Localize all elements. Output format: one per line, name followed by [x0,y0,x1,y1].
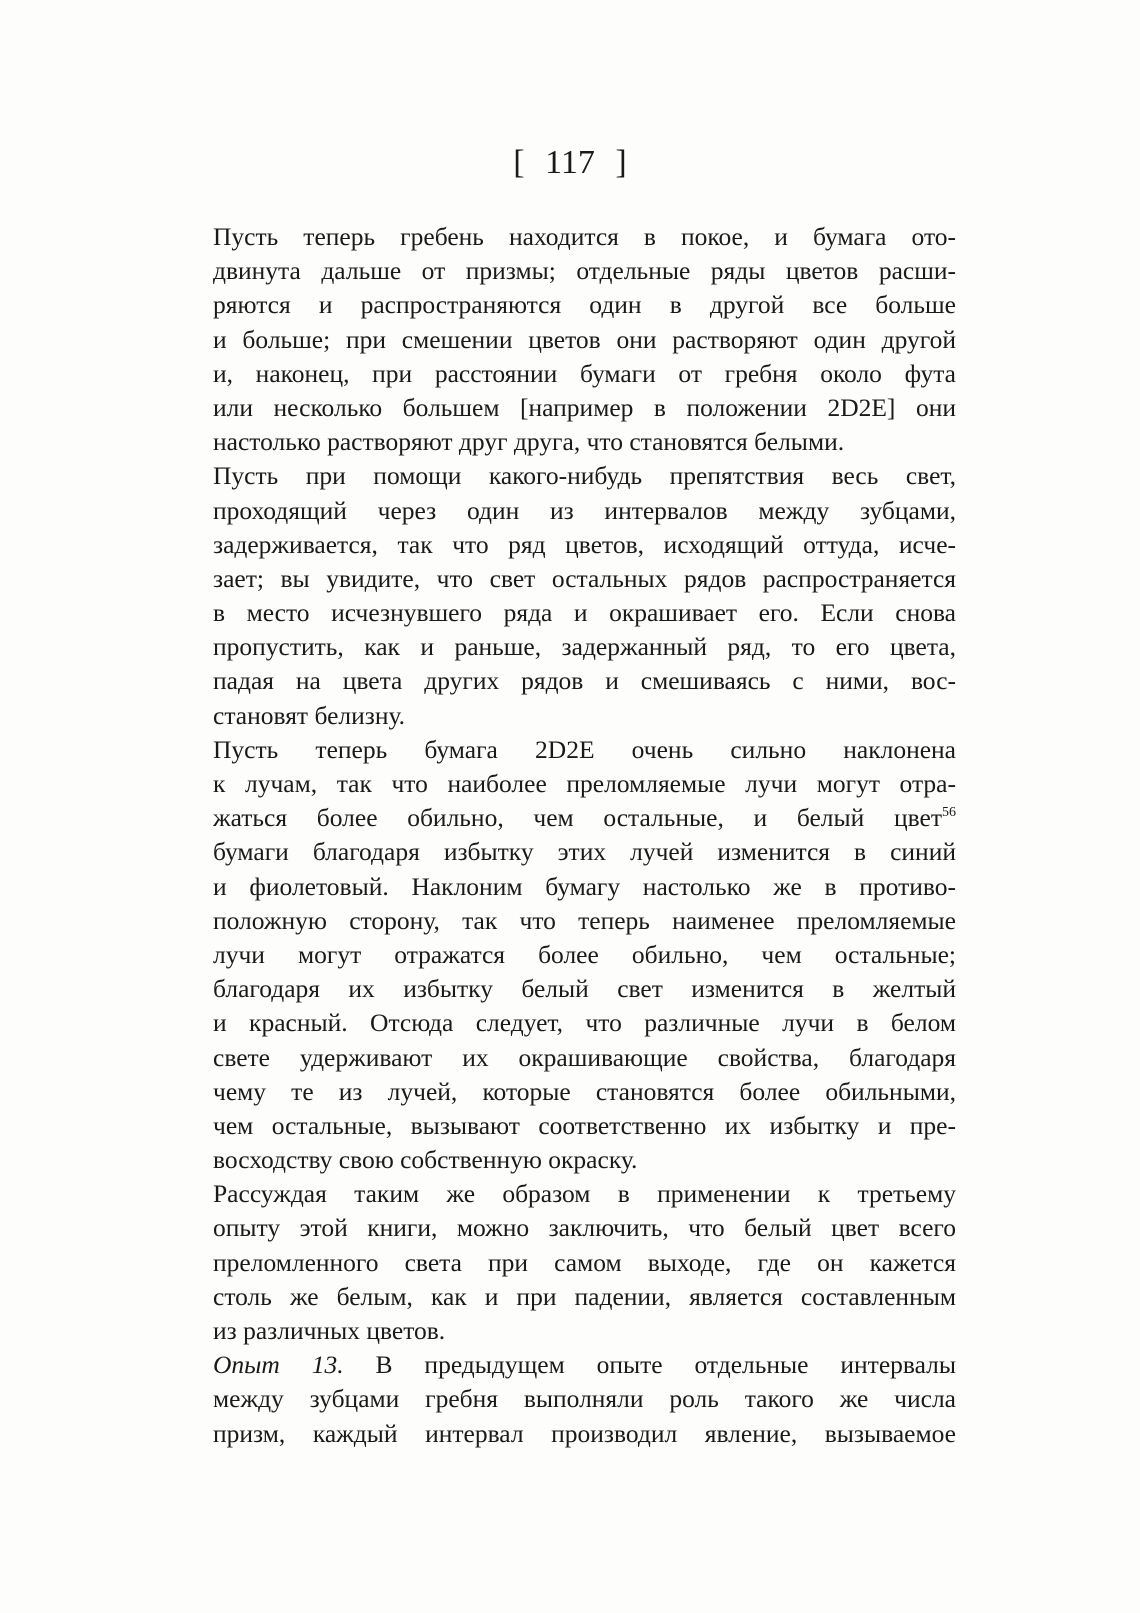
text-line: столь же белым, как и при падении, является составленным [213,1281,956,1311]
text-line: становят белизну. [213,700,406,730]
text-line: к лучам, так что наиболее преломляемые лучи могут отра- [213,769,956,798]
text-line: восходству свою собственную окраску. [213,1145,638,1175]
text-line: Рассуждая таким же образом в применении к третьему [213,1179,956,1209]
text-line: в место исчезнувшего ряда и окрашивает его. Если снова [213,598,956,628]
text-line: из различных цветов. [213,1316,446,1345]
text-line: падая на цвета других рядов и смешиваясь с ними, вос- [213,666,956,696]
experiment-heading: Опыт 13. [213,1350,344,1380]
text-line: Пусть теперь бумага 2D2E очень сильно наклонена [213,734,956,764]
footnote-mark: 56 [942,805,956,821]
text-line: свете удерживают их окрашивающие свойства, благодаря [213,1042,956,1072]
text-line-experiment-13: Опыт 13. В предыдущем опыте отдельные интервалы [213,1350,956,1380]
body-text [213,220,956,1451]
text-line: настолько растворяют друг друга, что становятся белыми. [213,427,845,457]
text-line: опыту этой книги, можно заключить, что белый цвет всего [213,1213,956,1243]
text-line: и красный. Отсюда следует, что различные лучи в белом [213,1008,956,1038]
text-line: ряются и распространяются один в другой все больше [213,290,956,320]
text-line: проходящий через один из интервалов между зубцами, [213,495,956,525]
page-number: [ 117 ] [513,144,627,181]
text-line: бумаги благодаря избытку этих лучей изменится в синий [213,837,956,867]
text-line: преломленного света при самом выходе, где он кажется [213,1247,956,1277]
text-line-footnote [213,801,956,835]
text-line: и больше; при смешении цветов они растворяют один другой [213,324,956,354]
text-line: и фиолетовый. Наклоним бумагу настолько же в противо- [213,871,956,901]
text-line: или несколько большем [например в положении 2D2E] они [213,392,956,422]
text-line: пропустить, как и раньше, задержанный ряд, то его цвета, [213,632,956,662]
text-line: двинута дальше от призмы; отдельные ряды цветов расши- [213,256,956,286]
text-line: задерживается, так что ряд цветов, исходящий оттуда, исче- [213,529,956,559]
text-line: благодаря их избытку белый свет изменится в желтый [213,974,956,1004]
text-line: зает; вы увидите, что свет остальных рядов распространяется [213,563,956,593]
text-line: призм, каждый интервал производил явление, вызываемое [213,1418,956,1448]
text-line: Пусть при помощи какого-нибудь препятствия весь свет, [213,461,956,491]
text-line: чему те из лучей, которые становятся более обильными, [213,1076,956,1106]
text-line: и, наконец, при расстоянии бумаги от гребня около фута [213,358,956,388]
text-line: между зубцами гребня выполняли роль такого же числа [213,1384,956,1414]
text-line: положную сторону, так что теперь наименее преломляемые [213,905,956,935]
text-line: Пусть теперь гребень находится в покое, и бумага ото- [213,222,956,251]
text-line-part: жаться более обильно, чем остальные, и белый цвет [213,803,942,833]
text-line: чем остальные, вызывают соответственно их избытку и пре- [213,1110,956,1140]
text-line: лучи могут отражатся более обильно, чем остальные; [213,939,956,969]
